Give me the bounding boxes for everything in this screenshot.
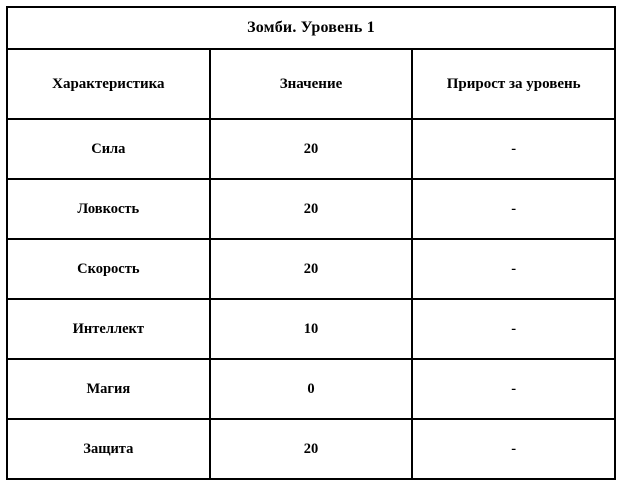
stat-growth: - [412, 419, 615, 479]
stat-value: 20 [210, 419, 413, 479]
table-row [7, 359, 615, 419]
stat-value: 20 [210, 239, 413, 299]
stat-value: 20 [210, 119, 413, 179]
table-title-row [7, 7, 615, 49]
stat-name: Интеллект [7, 299, 210, 359]
stat-growth: - [412, 119, 615, 179]
stat-name: Скорость [7, 239, 210, 299]
table-row [7, 299, 615, 359]
column-header-growth: Прирост за уровень [412, 49, 615, 119]
table-row [7, 239, 615, 299]
table-header-row [7, 49, 615, 119]
stat-growth: - [412, 299, 615, 359]
stat-growth: - [412, 239, 615, 299]
stat-growth: - [412, 359, 615, 419]
table-row [7, 119, 615, 179]
table-row [7, 179, 615, 239]
stat-name: Сила [7, 119, 210, 179]
stat-growth: - [412, 179, 615, 239]
stat-name: Защита [7, 419, 210, 479]
stat-name: Магия [7, 359, 210, 419]
column-header-characteristic: Характеристика [7, 49, 210, 119]
character-stats-table [6, 6, 616, 480]
table-title: Зомби. Уровень 1 [7, 7, 615, 49]
table-row [7, 419, 615, 479]
column-header-value: Значение [210, 49, 413, 119]
stat-name: Ловкость [7, 179, 210, 239]
stat-value: 10 [210, 299, 413, 359]
stat-value: 20 [210, 179, 413, 239]
stat-value: 0 [210, 359, 413, 419]
